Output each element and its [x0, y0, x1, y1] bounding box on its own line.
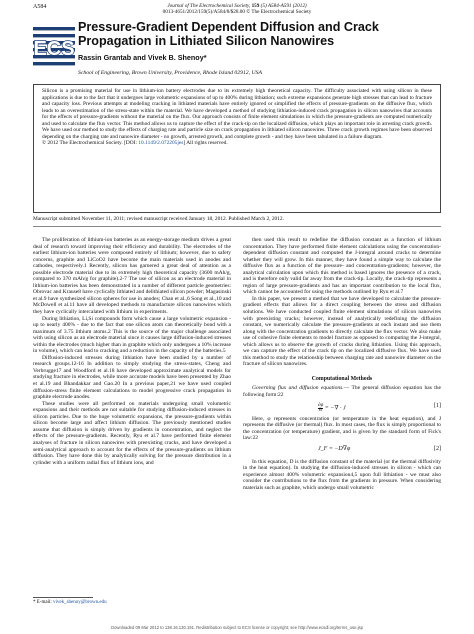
- equation-1-formula: $\frac{\partial\varphi}{\partial t}$ = −∇ · J: [318, 402, 346, 413]
- body-paragraph: In this equation, D is the diffusion constant of the material (or the thermal diffusivity in the heat equation). In studying the diffusion-induced stresses in silicon - which can experience almost 400% volumetric expansion4,5 upon full lithiation - we must also consider the contributions to the flux from the gradients in pressure. When considering materials such as graphite, which undergo small volumetric: [243, 458, 441, 491]
- manuscript-dates: Manuscript submitted November 11, 2011; revised manuscript received January 18, 2012. Published March 2, 2012.: [33, 216, 284, 222]
- page-number: A584: [33, 4, 47, 10]
- body-paragraph: then used this result to redefine the diffusion constant as a function of lithium concentration. They have performed finite element calculations using the concentration-dependent diffusion constant and computed the J-integral around cracks to determine whether they will grow. In this manner, they have found a simple way to calculate the diffusive flux as a function of the pressure- and concentration-gradients; however, the analytical calculation upon which this method is based ignores the presence of a crack, and is therefore only valid far away from the crack-tip. Locally, the crack-tip represents a region of large pressure-gradients and has an important contribution to the local flux, which cannot be accounted for using the methods outlined by Ryu et al.7: [243, 237, 441, 296]
- divider: [33, 226, 441, 227]
- author-email-link[interactable]: vivek_shenoy@brown.edu: [53, 600, 107, 605]
- journal-header: [0, 3, 474, 16]
- doi-link[interactable]: 10.1149/2.072205jes: [138, 140, 184, 146]
- journal-volume: 159: [251, 3, 260, 9]
- authors: Rassin Grantab and Vivek B. Shenoy*: [78, 53, 207, 62]
- subsection-lead: [243, 385, 441, 398]
- ecs-logo-lettering: ECS: [33, 38, 75, 60]
- ecs-logo: [33, 24, 75, 68]
- abstract-copyright-line: [42, 140, 228, 146]
- body-paragraph: In this paper, we present a method that we have developed to calculate the pressure-gradient effects that allows for a direct coupling between the stress and diffusion solutions. We have conducted coupled finite element simulations of silicon nanowires with preexisting cracks; however, instead of analytically redefining the diffusion constant, we numerically calculate the pressure-gradients at each instant and use them along with the concentration gradients to directly calculate the flux vector. We also make use of cohesive finite elements to model fracture as opposed to computing the J-integral, which allows us to observe the growth of cracks during lithiation. Using this approach, we can capture the effect of the crack tip on the localized diffusive flux. We have used this method to study the relationship between charging rate and nanowire diameter on the fracture of silicon nanowires.: [243, 295, 441, 368]
- footnote-divider: [33, 597, 93, 598]
- download-notice: Downloaded 09 Mar 2012 to 138.16.130.191. Redistribution subject to ECS license or copyright; see http://www.ecsdl.org/terms_use.jsp: [111, 625, 363, 630]
- equation-2: [243, 445, 441, 456]
- equation-2-number: [2]: [434, 445, 441, 452]
- equation-1: [243, 402, 441, 413]
- body-paragraph: During lithiation, Li,Si compounds form which cause a large volumetric expansion - up to nearly 400% - due to the fact that one silicon atom can theoretically bond with a maximum of 3.75 lithium atoms.2 This is the source of the major challenge associated with using silicon as an electrode material since it causes large diffusion-induced stresses within the electrodes (much higher than in graphite which only undergoes a 10% increase in volume), which can lead to cracking and a reduction in the capacity of the batteries.5: [33, 315, 231, 355]
- subsection-title: Governing flux and diffusion equations.: [252, 385, 344, 392]
- doi-label: [DOI:: [124, 140, 137, 146]
- journal-issue-pages: (5) A584-A591 (2012): [260, 3, 307, 9]
- equation-2-formula: J_F = −D∇φ: [318, 445, 351, 452]
- article-title: Pressure-Gradient Dependent Diffusion and Crack Propagation in Lithiated Silicon Nanowires: [78, 20, 379, 48]
- left-column: [33, 237, 231, 466]
- journal-ids: 0013-4651/2012/159(5)/A584/8/$28.00 © The Electrochemical Society: [162, 9, 312, 16]
- abstract-box: [33, 84, 441, 213]
- body-paragraph: Diffusion-induced stresses during lithiation have been studied by a number of research groups.12-16 In addition to simply studying the stress-states, Cheng and Verbrugge17 and Woodford et al.18 have developed approximate analytical models for studying fracture in electrodes, while more accurate models have been presented by Zhao et al.19 and Bhandakkar and Gao.20 In a previous paper,21 we have used coupled diffusion-stress finite element calculations to model progressive crack propagation in graphite electrode anodes.: [33, 354, 231, 401]
- journal-name: Journal of The Electrochemical Society,: [167, 3, 251, 9]
- subsection-text: — The general diffusion equation has the following form:22: [243, 385, 441, 399]
- footnote: [33, 600, 107, 605]
- section-heading: Computational Methods: [311, 375, 373, 382]
- copyright: © 2012 The Electrochemical Society.: [42, 140, 123, 146]
- footnote-label: * E-mail:: [33, 600, 52, 605]
- abstract-text: Silicon is a promising material for use in lithium-ion battery electrodes due to its extremely high theoretical capacity. The difficulty associated with using silicon in these applications is due to the fact that it undergoes large volumetric expansions of up to 400% during lithiation; such extreme expansions generate high stresses that can lead to fracture and capacity loss. Previous attempts at modeling cracking in lithiated materials have entirely ignored or simplified the effects of pressure-gradients on the diffusive flux, which leads to an overestimation of the stress-state within the material. We have developed a method of studying lithiation-induced crack propagation in silicon nanowires that accounts for the effects of pressure-gradients without the material on the flux. Our approach consists of finite element simulations in which the pressure-gradients are computed numerically and used to calculate the flux vector. This method allows us to capture the effect of the crack-tip on the localized diffusion, which plays an important role in arresting crack growth. We have used our method to study the effects of charging rate and particle size on crack propagation in lithiated silicon nanowires. Three crack growth regimes have been observed depending on the charging rate and nanowire diameter - no growth, arrested growth, and complete growth - and they have been tabulated in a failure diagram.: [42, 88, 432, 140]
- right-column: [243, 237, 441, 492]
- body-paragraph: The proliferation of lithium-ion batteries as an energy-storage medium drives a great deal of research toward improving their efficiency and durability. The electrodes of the earliest lithium-ion batteries were composed entirely of lithium; however, due to safety concerns, graphite and LiCoO2 have become the main materials used in anodes and cathodes, respectively.1 Recently, silicon has garnered a great deal of attention as a possible electrode material due to its extremely high theoretical capacity (3600 mAh/g, compared to 370 mAh/g for graphite).2-7 The use of silicon as an electrode material in lithium-ion batteries has been demonstrated in a number of different particle geometries: Obrovac and Krause8 have cyclically lithiated and delithiated silicon powder; Magasinski et al.9 have synthesized silicon spheres for use in anodes; Chan et al.,6 Song et al.,10 and McDowell et al.11 have all developed methods to manufacture silicon nanowires which they have cyclically intercalated with lithium in experiments.: [33, 237, 231, 316]
- body-paragraph: These studies were all performed on materials undergoing small volumetric expansions and their methods are not suitable for studying diffusion-induced stresses in silicon particles. Due to the huge volumetric expansions, the pressure-gradients within silicon become large and affect lithium diffusion. The previously mentioned studies assume that diffusion is simply driven by gradients in concentration, and neglect the effects of the pressure-gradients. Recently, Ryu et al.7 have performed finite element analyses of fracture in silicon nanowires with preexisting cracks, and have developed a semi-analytical approach to account for the effects of the pressure-gradients on lithium diffusion. They have done this by analytically solving for the pressure distribution in a cylinder with a uniform radial flux of lithium ions, and: [33, 400, 231, 466]
- doi-rights: ] All rights reserved.: [183, 140, 228, 146]
- equation-1-number: [1]: [434, 402, 441, 409]
- body-paragraph: Here, φ represents concentration (or temperature in the heat equation), and J represents the diffusive (or thermal) flux. In most cases, the flux is simply proportional to the concentration (or temperature) gradient, and is given by the standard form of Fick's law:22: [243, 415, 441, 442]
- affiliation: School of Engineering, Brown University, Providence, Rhode Island 02912, USA: [78, 70, 262, 76]
